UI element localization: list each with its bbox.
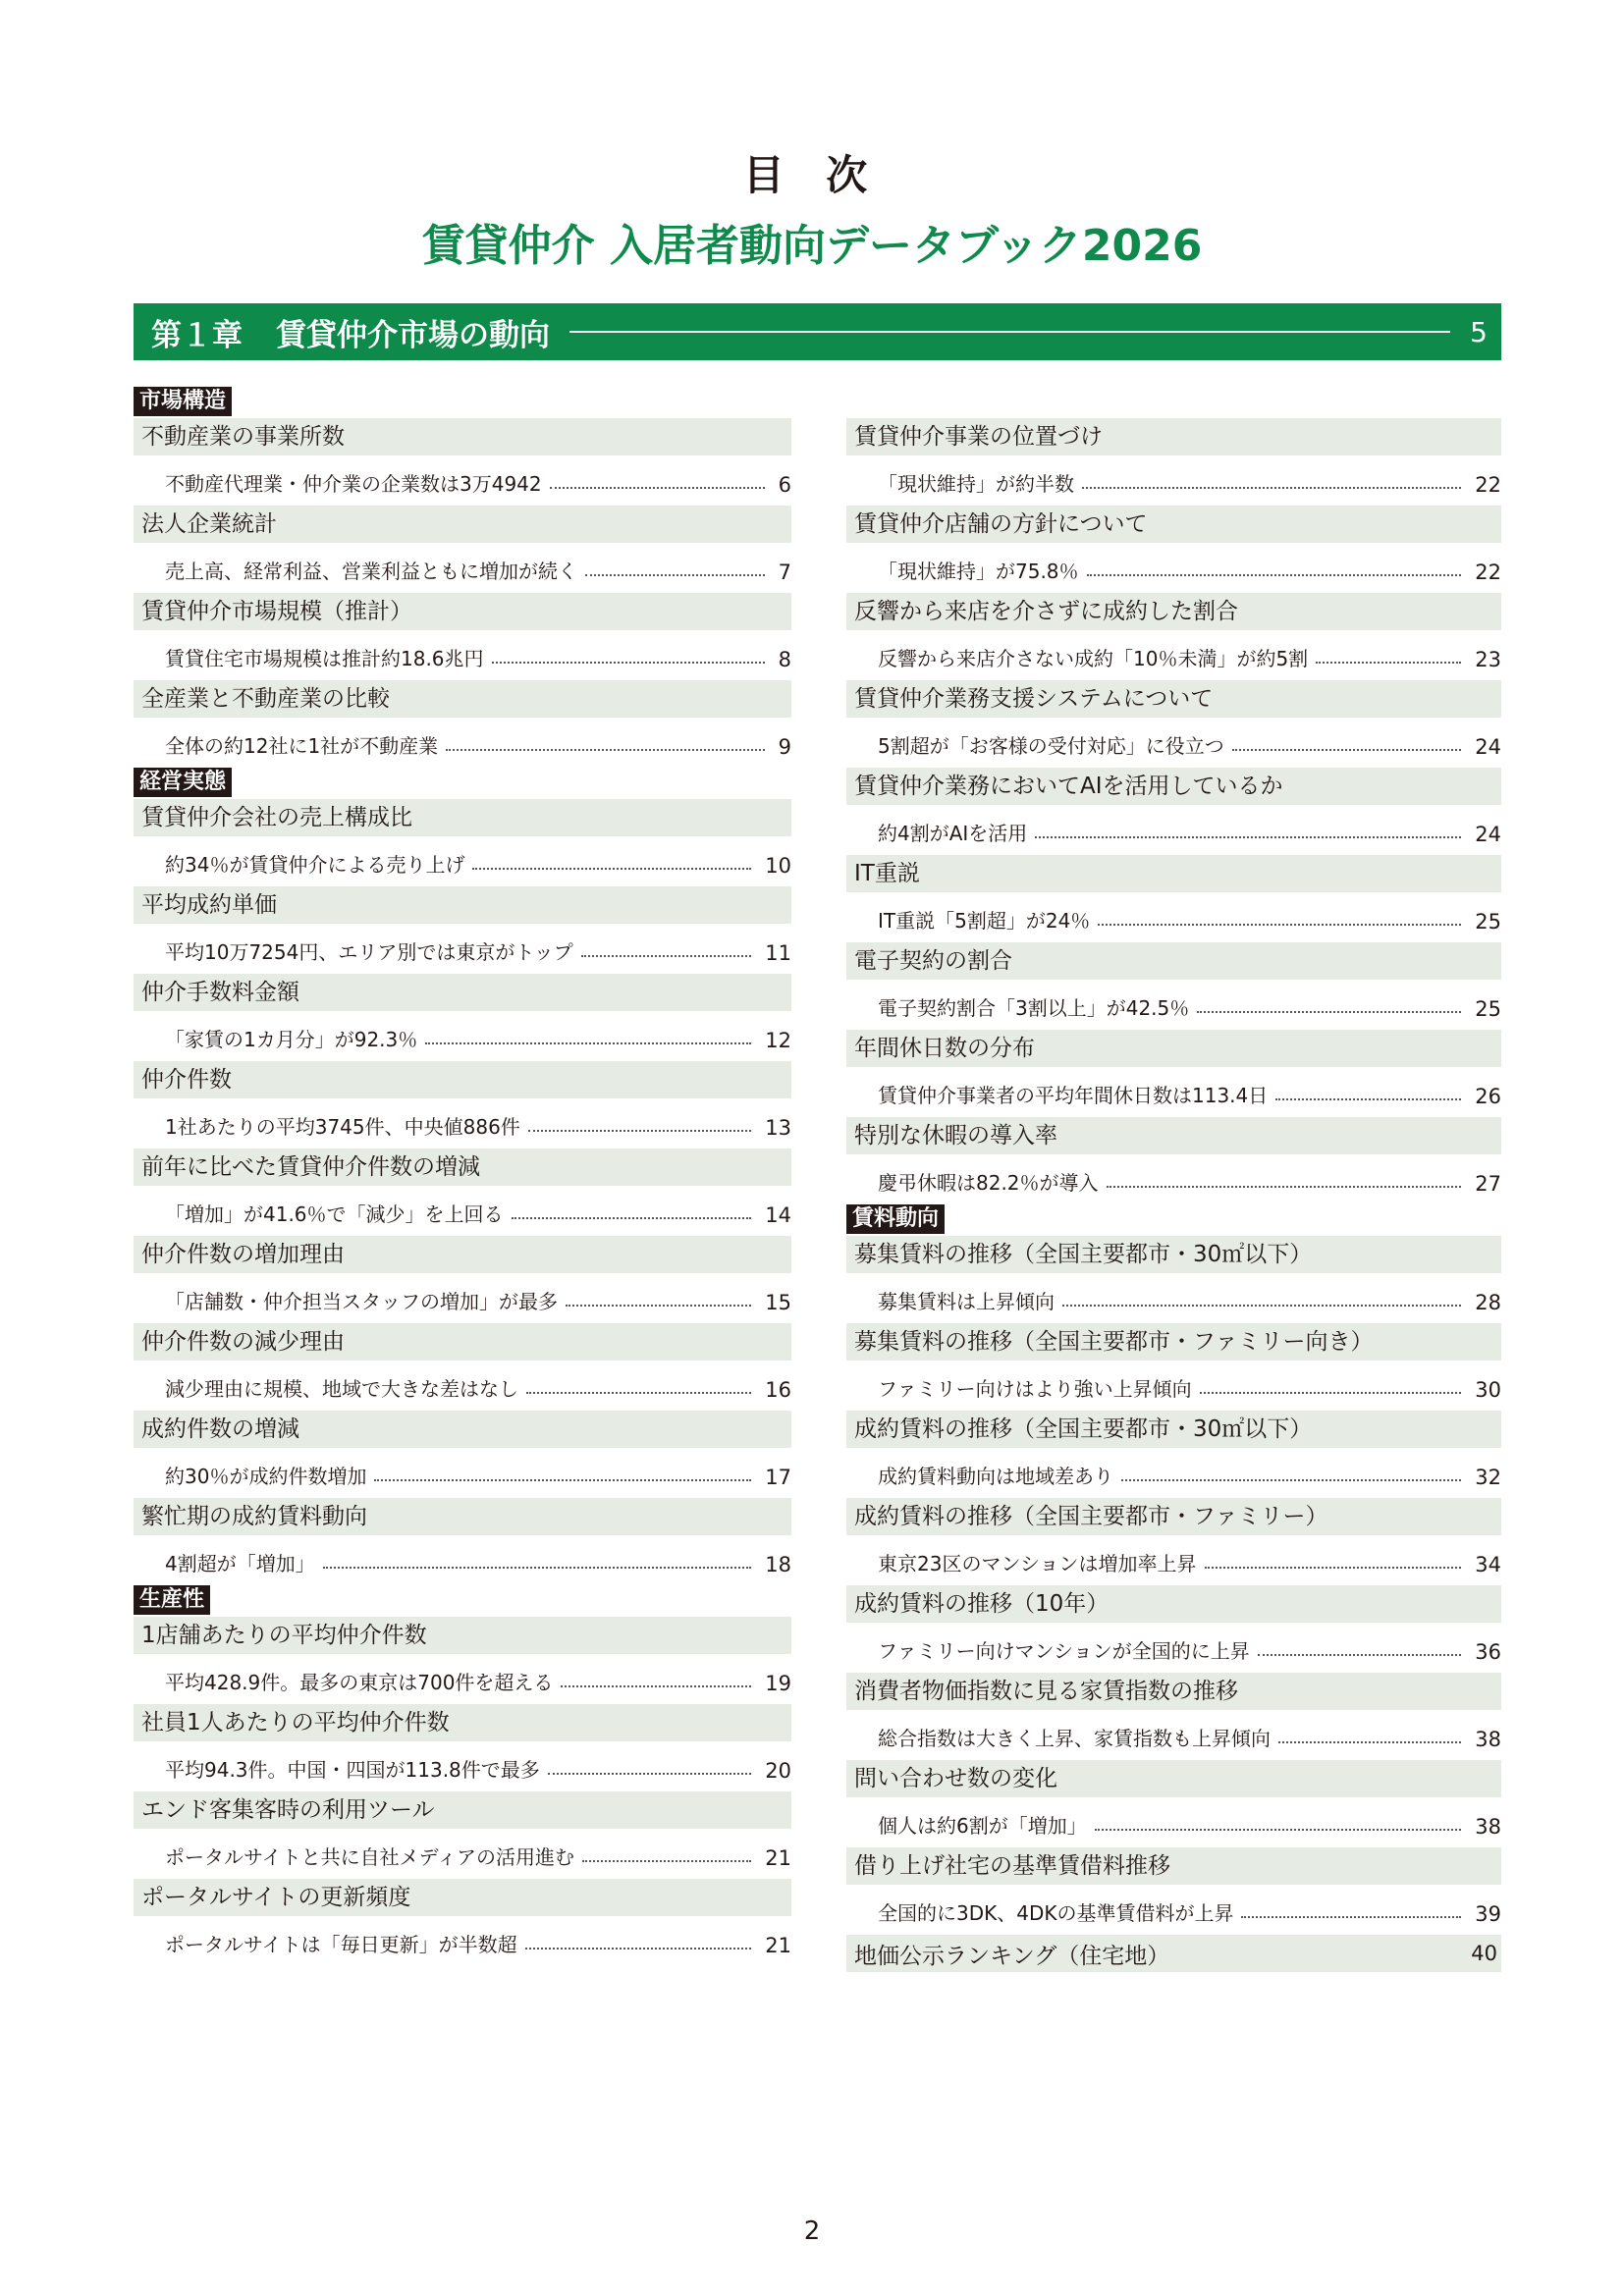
toc-entry-page: 11 <box>765 941 791 965</box>
toc-entry-page: 34 <box>1475 1553 1501 1576</box>
toc-entry[interactable] <box>134 1411 791 1498</box>
toc-entry[interactable] <box>134 680 791 768</box>
toc-entry-subline <box>134 1535 791 1580</box>
chapter-number: 第１章 <box>151 317 243 353</box>
toc-entry-summary: 成約賃料動向は地域差あり <box>878 1465 1113 1488</box>
dot-leader <box>1200 1392 1462 1394</box>
toc-entry[interactable] <box>846 680 1501 768</box>
toc-entry[interactable] <box>134 506 791 593</box>
toc-entry-summary: 売上高、経常利益、営業利益ともに増加が続く <box>165 560 577 583</box>
dot-leader <box>525 1948 752 1949</box>
toc-entry-subline <box>134 1829 791 1874</box>
dot-leader <box>446 749 764 751</box>
section-label: 経営実態 <box>134 768 232 797</box>
toc-entry-subline <box>134 1011 791 1056</box>
toc-entry-summary: 平均94.3件。中国・四国が113.8件で最多 <box>165 1758 540 1782</box>
toc-entry-summary: 1社あたりの平均3745件、中央値886件 <box>165 1115 520 1139</box>
toc-entry-summary: IT重説「5割超」が24％ <box>878 909 1091 933</box>
toc-entry-heading: 成約賃料の推移（全国主要都市・ファミリー） <box>846 1498 1501 1535</box>
dot-leader <box>1095 1829 1462 1831</box>
dot-leader <box>581 955 752 957</box>
toc-entry-page: 38 <box>1475 1728 1501 1751</box>
toc-entry[interactable] <box>134 1498 791 1585</box>
toc-entry-heading: 賃貸仲介業務支援システムについて <box>846 680 1501 718</box>
chapter-leader-line <box>569 331 1450 333</box>
toc-entry-page: 22 <box>1475 473 1501 497</box>
toc-entry[interactable] <box>134 1148 791 1236</box>
dot-leader <box>425 1042 751 1044</box>
toc-entry-page: 23 <box>1475 648 1501 671</box>
toc-entry-page: 15 <box>765 1291 791 1314</box>
toc-entry-heading: 繁忙期の成約賃料動向 <box>134 1498 791 1535</box>
toc-entry-subline <box>846 1797 1501 1842</box>
page-number: 2 <box>803 2216 821 2246</box>
toc-left-column <box>134 387 791 1966</box>
dot-leader <box>1205 1567 1462 1569</box>
toc-entry-page: 38 <box>1475 1815 1501 1839</box>
toc-entry-page: 16 <box>765 1378 791 1402</box>
chapter-page-number: 5 <box>1470 315 1488 348</box>
dot-leader <box>566 1305 751 1307</box>
toc-entry-heading: 借り上げ社宅の基準賃借料推移 <box>846 1847 1501 1885</box>
toc-entry[interactable] <box>846 1323 1501 1411</box>
toc-entry-summary: 「増加」が41.6％で「減少」を上回る <box>165 1202 504 1226</box>
toc-entry-subline <box>846 455 1501 501</box>
toc-entry[interactable] <box>846 506 1501 593</box>
toc-entry-heading: 問い合わせ数の変化 <box>846 1760 1501 1797</box>
toc-entry-summary: 「店舗数・仲介担当スタッフの増加」が最多 <box>165 1290 558 1313</box>
dot-leader <box>1275 1098 1461 1100</box>
toc-entry-page: 21 <box>765 1846 791 1870</box>
toc-entry-page: 21 <box>765 1934 791 1957</box>
dot-leader <box>472 868 751 870</box>
dot-leader <box>374 1479 751 1481</box>
dot-leader <box>1107 1186 1462 1188</box>
toc-entry-heading: 成約件数の増減 <box>134 1411 791 1448</box>
toc-entry-heading: 平均成約単価 <box>134 886 791 924</box>
toc-entry-subline <box>134 1654 791 1699</box>
toc-entry[interactable] <box>134 418 791 506</box>
toc-entry-subline <box>134 836 791 881</box>
toc-entry-subline <box>846 1067 1501 1112</box>
toc-entry[interactable] <box>134 1323 791 1411</box>
section-label: 生産性 <box>134 1585 210 1615</box>
toc-entry-page: 24 <box>1475 823 1501 846</box>
dot-leader <box>323 1567 752 1569</box>
toc-entry-summary: 「家賃の1カ月分」が92.3％ <box>165 1028 418 1051</box>
toc-entry-page: 18 <box>765 1553 791 1576</box>
toc-entry[interactable] <box>134 886 791 974</box>
toc-entry-summary: 約34％が賃貸仲介による売り上げ <box>165 853 465 877</box>
toc-entry-subline <box>846 1710 1501 1755</box>
toc-entry-heading: 特別な休暇の導入率 <box>846 1117 1501 1154</box>
dot-leader <box>1316 662 1461 664</box>
toc-entry-heading: 募集賃料の推移（全国主要都市・30㎡以下） <box>846 1236 1501 1273</box>
toc-entry-heading: 電子契約の割合 <box>846 942 1501 980</box>
toc-entry-subline <box>846 805 1501 850</box>
toc-entry-subline <box>134 1186 791 1231</box>
toc-entry[interactable] <box>846 1847 1501 1935</box>
toc-entry-page: 25 <box>1475 997 1501 1021</box>
toc-entry[interactable] <box>846 593 1501 680</box>
dot-leader <box>1241 1916 1461 1918</box>
toc-entry-heading: 賃貸仲介事業の位置づけ <box>846 418 1501 455</box>
toc-entry-summary: 不動産代理業・仲介業の企業数は3万4942 <box>165 472 542 496</box>
dot-leader <box>582 1860 751 1862</box>
toc-entry-heading: 仲介件数の増加理由 <box>134 1236 791 1273</box>
toc-entry-page: 40 <box>1471 1942 1497 1965</box>
toc-entry-page: 26 <box>1475 1085 1501 1108</box>
toc-entry-heading: 社員1人あたりの平均仲介件数 <box>134 1704 791 1741</box>
dot-leader <box>1278 1741 1461 1743</box>
section-label: 市場構造 <box>134 387 232 416</box>
toc-title: 目 次 <box>742 151 882 199</box>
toc-entry-heading: 1店舗あたりの平均仲介件数 <box>134 1617 791 1654</box>
toc-entry-summary: 反響から来店介さない成約「10％未満」が約5割 <box>878 647 1309 670</box>
toc-entry-page: 30 <box>1475 1378 1501 1402</box>
toc-entry-summary: 4割超が「増加」 <box>165 1552 315 1575</box>
toc-entry-subline <box>134 543 791 588</box>
toc-entry-summary: 約4割がAIを活用 <box>878 822 1028 845</box>
toc-entry-heading: 不動産業の事業所数 <box>134 418 791 455</box>
toc-entry-heading: 成約賃料の推移（全国主要都市・30㎡以下） <box>846 1411 1501 1448</box>
dot-leader <box>1087 574 1462 576</box>
toc-entry-page: 24 <box>1475 735 1501 759</box>
dot-leader <box>1035 836 1461 838</box>
toc-entry[interactable] <box>134 1617 791 1704</box>
toc-entry-heading: 年間休日数の分布 <box>846 1030 1501 1067</box>
dot-leader <box>1258 1654 1462 1656</box>
toc-entry[interactable] <box>846 1585 1501 1673</box>
toc-entry[interactable] <box>846 1236 1501 1323</box>
toc-entry-heading: 仲介件数 <box>134 1061 791 1098</box>
toc-entry-summary: 東京23区のマンションは増加率上昇 <box>878 1552 1197 1575</box>
toc-entry-page: 28 <box>1475 1291 1501 1314</box>
section-label-row <box>846 1204 1501 1236</box>
toc-entry-subline <box>134 455 791 501</box>
toc-entry-heading: 募集賃料の推移（全国主要都市・ファミリー向き） <box>846 1323 1501 1361</box>
dot-leader <box>585 574 765 576</box>
toc-entry-page: 10 <box>765 854 791 878</box>
toc-entry-heading: ポータルサイトの更新頻度 <box>134 1879 791 1916</box>
dot-leader <box>1232 749 1462 751</box>
toc-entry-heading: 地価公示ランキング（住宅地） <box>854 1943 1170 1969</box>
toc-entry-subline <box>846 1535 1501 1580</box>
toc-entry-summary: 「現状維持」が75.8％ <box>878 560 1079 583</box>
toc-entry-page: 13 <box>765 1116 791 1140</box>
toc-entry[interactable] <box>134 974 791 1061</box>
toc-entry-page: 8 <box>778 648 791 671</box>
dot-leader <box>528 1130 751 1132</box>
toc-entry-subline <box>846 718 1501 763</box>
toc-entry-heading: 賃貸仲介会社の売上構成比 <box>134 799 791 836</box>
toc-entry[interactable] <box>134 1791 791 1879</box>
toc-entry-summary: 「現状維持」が約半数 <box>878 472 1074 496</box>
section-label: 賃料動向 <box>846 1204 945 1234</box>
section-label-row <box>134 1585 791 1617</box>
toc-entry-summary: 平均428.9件。最多の東京は700件を超える <box>165 1671 554 1694</box>
toc-entry-summary: 個人は約6割が「増加」 <box>878 1814 1087 1838</box>
toc-entry-summary: 総合指数は大きく上昇、家賃指数も上昇傾向 <box>878 1727 1271 1750</box>
toc-entry[interactable] <box>846 1411 1501 1498</box>
toc-entry-summary: 減少理由に規模、地域で大きな差はなし <box>165 1377 518 1401</box>
column-top-spacer <box>846 387 1501 418</box>
toc-entry[interactable] <box>846 1117 1501 1204</box>
toc-entry-summary: 電子契約割合「3割以上」が42.5％ <box>878 996 1190 1020</box>
toc-entry-subline <box>846 1154 1501 1200</box>
dot-leader <box>1082 487 1461 489</box>
dot-leader <box>1062 1305 1461 1307</box>
toc-entry-summary: 5割超が「お客様の受付対応」に役立つ <box>878 734 1224 758</box>
dot-leader <box>548 1773 751 1775</box>
toc-entry-heading: 消費者物価指数に見る家賃指数の推移 <box>846 1673 1501 1710</box>
toc-entry-heading: 反響から来店を介さずに成約した割合 <box>846 593 1501 630</box>
section-label-row <box>134 387 791 418</box>
toc-entry-page: 32 <box>1475 1466 1501 1489</box>
toc-entry-heading: 成約賃料の推移（10年） <box>846 1585 1501 1623</box>
toc-entry[interactable] <box>846 768 1501 855</box>
toc-entry-summary: 全体の約12社に1社が不動産業 <box>165 734 439 758</box>
toc-entry-heading: エンド客集客時の利用ツール <box>134 1791 791 1829</box>
toc-entry-summary: ファミリー向けはより強い上昇傾向 <box>878 1377 1192 1401</box>
toc-entry-page: 14 <box>765 1203 791 1227</box>
toc-entry-subline <box>846 1885 1501 1930</box>
dot-leader <box>1197 1011 1461 1013</box>
toc-entry-page: 39 <box>1475 1902 1501 1926</box>
toc-entry-heading: 前年に比べた賃貸仲介件数の増減 <box>134 1148 791 1186</box>
dot-leader <box>526 1392 751 1394</box>
toc-entry[interactable] <box>846 1498 1501 1585</box>
toc-entry-summary: 賃貸仲介事業者の平均年間休日数は113.4日 <box>878 1084 1269 1107</box>
toc-entry-page: 6 <box>778 473 791 497</box>
toc-entry[interactable] <box>846 1030 1501 1117</box>
toc-entry-subline <box>846 1623 1501 1668</box>
toc-entry[interactable] <box>134 1704 791 1791</box>
book-title: 賃貸仲介 入居者動向データブック2026 <box>421 221 1203 271</box>
toc-entry-page: 20 <box>765 1759 791 1783</box>
toc-entry[interactable] <box>134 1879 791 1966</box>
toc-entry[interactable] <box>846 1760 1501 1847</box>
toc-entry-summary: ポータルサイトは「毎日更新」が半数超 <box>165 1933 517 1956</box>
dot-leader <box>561 1685 751 1687</box>
toc-entry-subline <box>846 980 1501 1025</box>
toc-entry-page: 12 <box>765 1029 791 1052</box>
toc-entry-page: 27 <box>1475 1172 1501 1196</box>
chapter-header[interactable] <box>134 303 1501 360</box>
toc-entry-heading: 賃貸仲介市場規模（推計） <box>134 593 791 630</box>
toc-entry-subline <box>846 1448 1501 1493</box>
toc-entry-summary: 約30％が成約件数増加 <box>165 1465 367 1488</box>
toc-entry-subline <box>134 1098 791 1144</box>
chapter-title: 賃貸仲介市場の動向 <box>276 317 550 353</box>
toc-entry-subline <box>134 1741 791 1787</box>
toc-entry-heading: IT重説 <box>846 855 1501 892</box>
toc-entry-summary: 慶弔休暇は82.2％が導入 <box>878 1171 1099 1195</box>
toc-entry-heading: 賃貸仲介店舗の方針について <box>846 506 1501 543</box>
toc-entry[interactable] <box>134 1236 791 1323</box>
toc-entry-heading: 全産業と不動産業の比較 <box>134 680 791 718</box>
toc-entry-heading: 法人企業統計 <box>134 506 791 543</box>
toc-entry-page: 25 <box>1475 910 1501 934</box>
toc-entry-summary: 平均10万7254円、エリア別では東京がトップ <box>165 940 573 964</box>
toc-entry-summary: 全国的に3DK、4DKの基準賃借料が上昇 <box>878 1901 1234 1925</box>
toc-entry-page: 22 <box>1475 561 1501 584</box>
toc-entry-summary: 募集賃料は上昇傾向 <box>878 1290 1055 1313</box>
toc-entry-page: 19 <box>765 1672 791 1695</box>
toc-entry[interactable] <box>846 942 1501 1030</box>
toc-entry-summary: ポータルサイトと共に自社メディアの活用進む <box>165 1845 574 1869</box>
toc-entry[interactable] <box>134 593 791 680</box>
toc-entry-subline <box>846 892 1501 937</box>
toc-entry-page: 36 <box>1475 1640 1501 1664</box>
toc-entry-subline <box>134 1448 791 1493</box>
toc-entry-subline <box>846 1273 1501 1318</box>
toc-entry-subline <box>846 543 1501 588</box>
dot-leader <box>1121 1479 1461 1481</box>
toc-entry-subline <box>134 718 791 763</box>
toc-entry-subline <box>134 630 791 675</box>
toc-entry-heading: 賃貸仲介業務においてAIを活用しているか <box>846 768 1501 805</box>
dot-leader <box>1098 924 1461 926</box>
toc-entry-subline <box>134 1361 791 1406</box>
toc-entry[interactable] <box>846 855 1501 942</box>
dot-leader <box>492 662 765 664</box>
section-label-row <box>134 768 791 799</box>
dot-leader <box>512 1217 752 1219</box>
toc-entry-page: 17 <box>765 1466 791 1489</box>
toc-entry-heading: 仲介手数料金額 <box>134 974 791 1011</box>
toc-entry-page: 7 <box>778 561 791 584</box>
toc-entry-subline <box>846 1361 1501 1406</box>
toc-entry-summary: 賃貸住宅市場規模は推計約18.6兆円 <box>165 647 484 670</box>
toc-right-column <box>846 387 1501 1972</box>
toc-entry[interactable] <box>846 1935 1501 1972</box>
toc-entry-heading: 仲介件数の減少理由 <box>134 1323 791 1361</box>
toc-entry[interactable] <box>846 418 1501 506</box>
toc-entry[interactable] <box>134 1061 791 1148</box>
toc-entry[interactable] <box>846 1673 1501 1760</box>
dot-leader <box>550 487 765 489</box>
toc-entry-page: 9 <box>778 735 791 759</box>
toc-entry-subline <box>134 1273 791 1318</box>
toc-entry-subline <box>134 924 791 969</box>
toc-entry[interactable] <box>134 799 791 886</box>
toc-entry-subline <box>846 630 1501 675</box>
toc-entry-subline <box>134 1916 791 1961</box>
toc-entry-summary: ファミリー向けマンションが全国的に上昇 <box>878 1639 1250 1663</box>
